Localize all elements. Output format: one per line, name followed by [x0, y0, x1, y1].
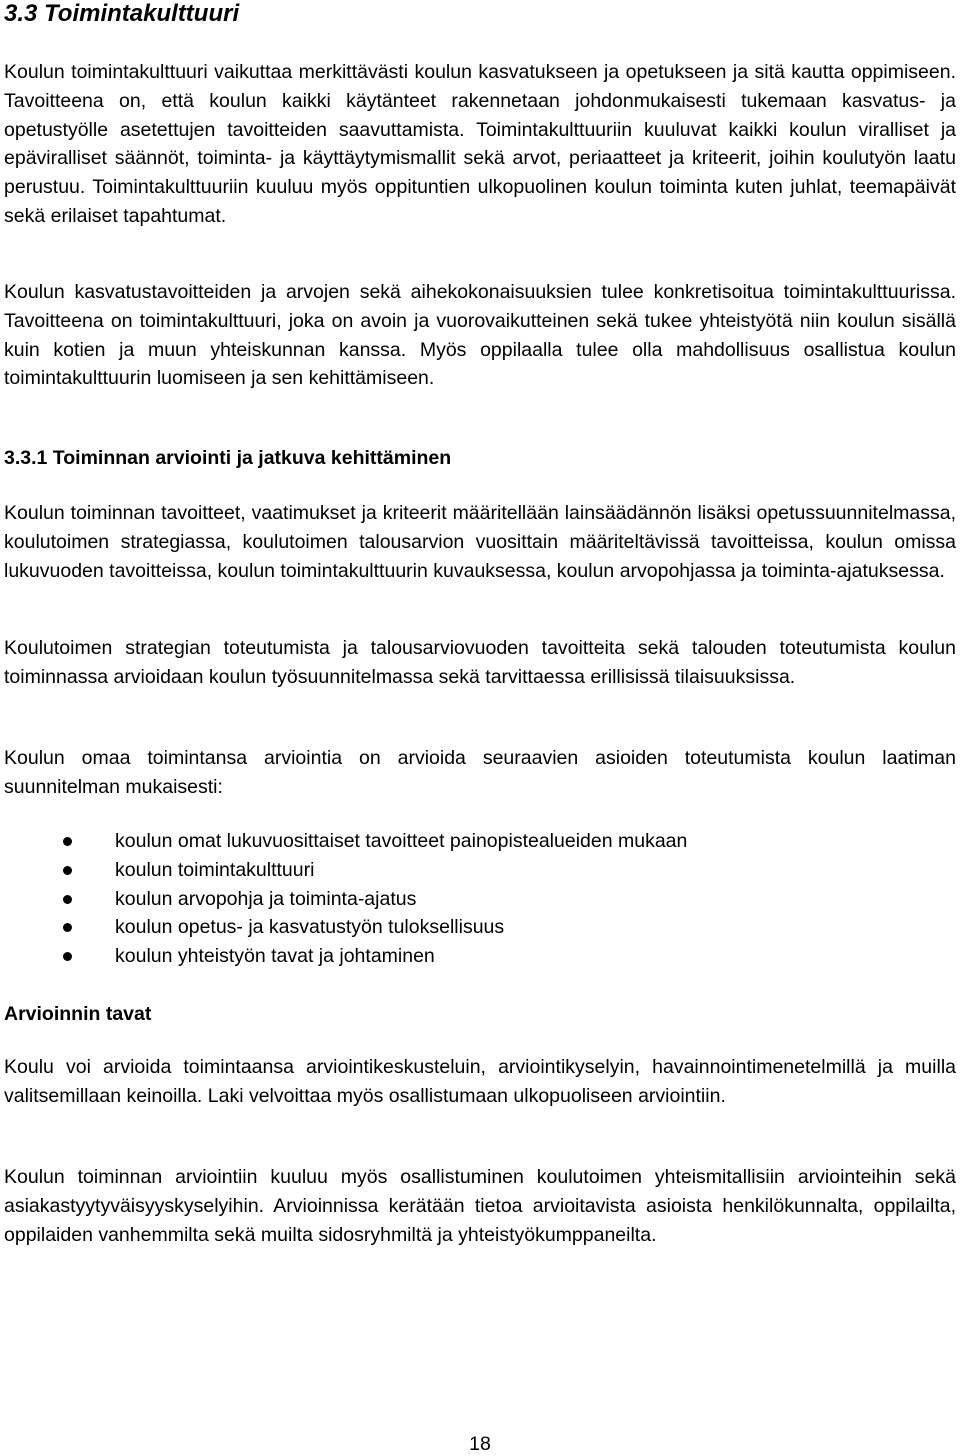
section-paragraph-2: Koulun kasvatustavoitteiden ja arvojen sekä aihekokonaisuuksien tulee konkretisoitua toimintakulttuurissa. Tavoitteena on toimintakulttuuri, joka on avoin ja vuorovaikutteinen sekä tukee yhteistyötä niin koulun sisällä kuin kotien ja muun yhteiskunnan kanssa. Myös oppilaalla tulee olla mahdollisuus osallistua koulun toimintakulttuurin luomiseen ja sen kehittämiseen.: [4, 281, 956, 390]
bullet-icon: [63, 837, 72, 846]
list-item: [4, 942, 956, 971]
subsection-paragraph-2: Koulutoimen strategian toteutumista ja talousarviovuoden tavoitteita sekä talouden toteutumista koulun toiminnassa arvioidaan koulun työsuunnitelmassa sekä tarvittaessa erillisissä tilaisuuksissa.: [4, 637, 956, 688]
subsection-title: 3.3.1 Toiminnan arviointi ja jatkuva kehittäminen: [4, 447, 452, 469]
subsection-paragraph-3: Koulun omaa toimintansa arviointia on arvioida seuraavien asioiden toteutumista koulun laatiman suunnitelman mukaisesti:: [4, 747, 956, 798]
evaluation-heading: Arvioinnin tavat: [4, 1003, 152, 1025]
page-number: 18: [469, 1433, 491, 1455]
bullet-icon: [63, 952, 72, 961]
list-item-text: koulun arvopohja ja toiminta-ajatus: [115, 887, 417, 910]
section-paragraph-1: Koulun toimintakulttuuri vaikuttaa merkittävästi koulun kasvatukseen ja opetukseen ja sitä kautta oppimiseen. Tavoitteena on, että koulun kaikki käytänteet rakennetaan johdonmukaisesti tukemaan kasvatus- ja opetustyölle asetettujen tavoitteiden saavuttamista. Toimintakulttuuriin kuuluvat kaikki koulun viralliset ja epäviralliset säännöt, toiminta- ja käyttäytymismallit sekä arvot, periaatteet ja kriteerit, joihin koulutyön laatu perustuu. Toimintakulttuuriin kuuluu myös oppituntien ulkopuolinen koulun toiminta kuten juhlat, teemapäivät sekä erilaiset tapahtumat.: [4, 61, 956, 227]
evaluation-paragraph-1: Koulu voi arvioida toimintaansa arviointikeskusteluin, arviointikyselyin, havainnointimenetelmillä ja muilla valitsemillaan keinoilla. Laki velvoittaa myös osallistumaan ulkopuoliseen arviointiin.: [4, 1056, 956, 1107]
evaluation-paragraph-2: Koulun toiminnan arviointiin kuuluu myös osallistuminen koulutoimen yhteismitallisiin arviointeihin sekä asiakastyytyväisyyskyselyihin. Arvioinnissa kerätään tietoa arvioitavista asioista henkilökunnalta, oppilailta, oppilaiden vanhemmilta sekä muilta sidosryhmiltä ja yhteistyökumppaneilta.: [4, 1166, 956, 1246]
list-item-text: koulun toimintakulttuuri: [115, 858, 315, 881]
bullet-icon: [63, 866, 72, 875]
subsection-paragraph-1: Koulun toiminnan tavoitteet, vaatimukset ja kriteerit määritellään lainsäädännön lisäksi opetussuunnitelmassa, koulutoimen strategiassa, koulutoimen talousarvion vuosittain määriteltävissä tavoitteissa, koulun omissa lukuvuoden tavoitteissa, koulun toimintakulttuurin kuvauksessa, koulun arvopohjassa ja toiminta-ajatuksessa.: [4, 502, 956, 582]
list-item-text: koulun yhteistyön tavat ja johtaminen: [115, 945, 435, 968]
evaluation-topics-list: [4, 827, 956, 971]
list-item: [4, 913, 956, 942]
section-title: 3.3 Toimintakulttuuri: [4, 0, 240, 27]
list-item: [4, 827, 956, 856]
bullet-icon: [63, 923, 72, 932]
list-item-text: koulun opetus- ja kasvatustyön tuloksellisuus: [115, 916, 505, 939]
list-item: [4, 856, 956, 885]
bullet-icon: [63, 895, 72, 904]
list-item-text: koulun omat lukuvuosittaiset tavoitteet painopistealueiden mukaan: [115, 830, 688, 852]
list-item: [4, 885, 956, 914]
